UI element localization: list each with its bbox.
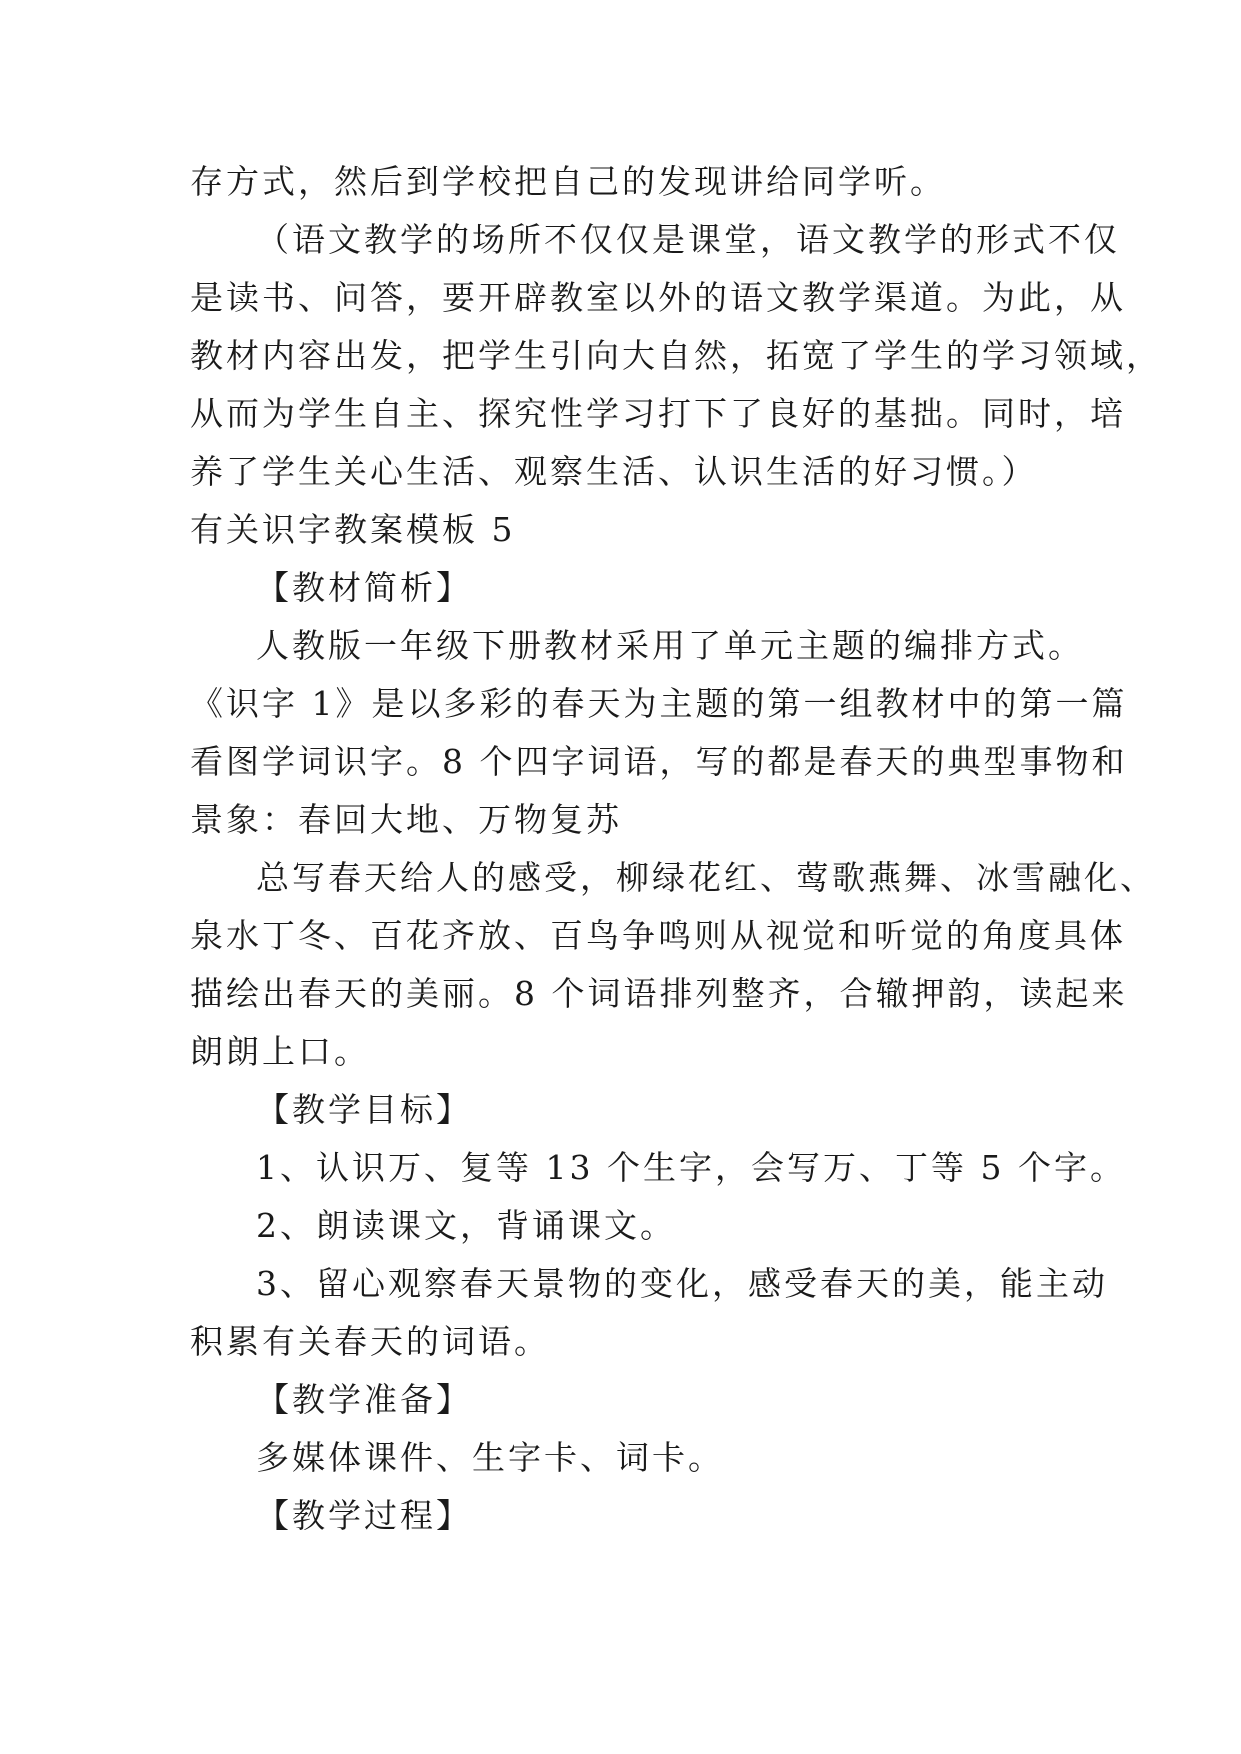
paragraph-line: 存方式，然后到学校把自己的发现讲给同学听。: [190, 162, 946, 201]
subheading-teaching-process: 【教学过程】: [256, 1496, 472, 1535]
subheading-teaching-preparation: 【教学准备】: [256, 1380, 472, 1419]
paragraph-line: 总写春天给人的感受，柳绿花红、莺歌燕舞、冰雪融化、: [256, 858, 1156, 897]
goal-item: 2、朗读课文，背诵课文。: [256, 1206, 676, 1245]
goal-item: 1、认识万、复等 13 个生字，会写万、丁等 5 个字。: [256, 1148, 1126, 1187]
paragraph-line: 看图学词识字。8 个四字词语，写的都是春天的典型事物和: [190, 742, 1128, 781]
subheading-teaching-goals: 【教学目标】: [256, 1090, 472, 1129]
subheading-material-analysis: 【教材简析】: [256, 568, 472, 607]
paragraph-line: （语文教学的场所不仅仅是课堂，语文教学的形式不仅: [256, 220, 1120, 259]
paragraph-line: 教材内容出发，把学生引向大自然，拓宽了学生的学习领域，: [190, 336, 1162, 375]
paragraph-line: 泉水丁冬、百花齐放、百鸟争鸣则从视觉和听觉的角度具体: [190, 916, 1126, 955]
paragraph-line: 《识字 1》是以多彩的春天为主题的第一组教材中的第一篇: [190, 684, 1128, 723]
paragraph-line: 养了学生关心生活、观察生活、认识生活的好习惯。）: [190, 452, 1038, 491]
paragraph-line: 从而为学生自主、探究性学习打下了良好的基拙。同时，培: [190, 394, 1126, 433]
goal-item: 3、留心观察春天景物的变化，感受春天的美，能主动: [256, 1264, 1108, 1303]
paragraph-line: 是读书、问答，要开辟教室以外的语文教学渠道。为此，从: [190, 278, 1126, 317]
paragraph-line: 景象：春回大地、万物复苏: [190, 800, 622, 839]
paragraph-line: 积累有关春天的词语。: [190, 1322, 550, 1361]
paragraph-line: 多媒体课件、生字卡、词卡。: [256, 1438, 724, 1477]
paragraph-line: 人教版一年级下册教材采用了单元主题的编排方式。: [256, 626, 1084, 665]
section-heading: 有关识字教案模板 5: [190, 510, 516, 549]
paragraph-line: 朗朗上口。: [190, 1032, 370, 1071]
paragraph-line: 描绘出春天的美丽。8 个词语排列整齐，合辙押韵，读起来: [190, 974, 1128, 1013]
